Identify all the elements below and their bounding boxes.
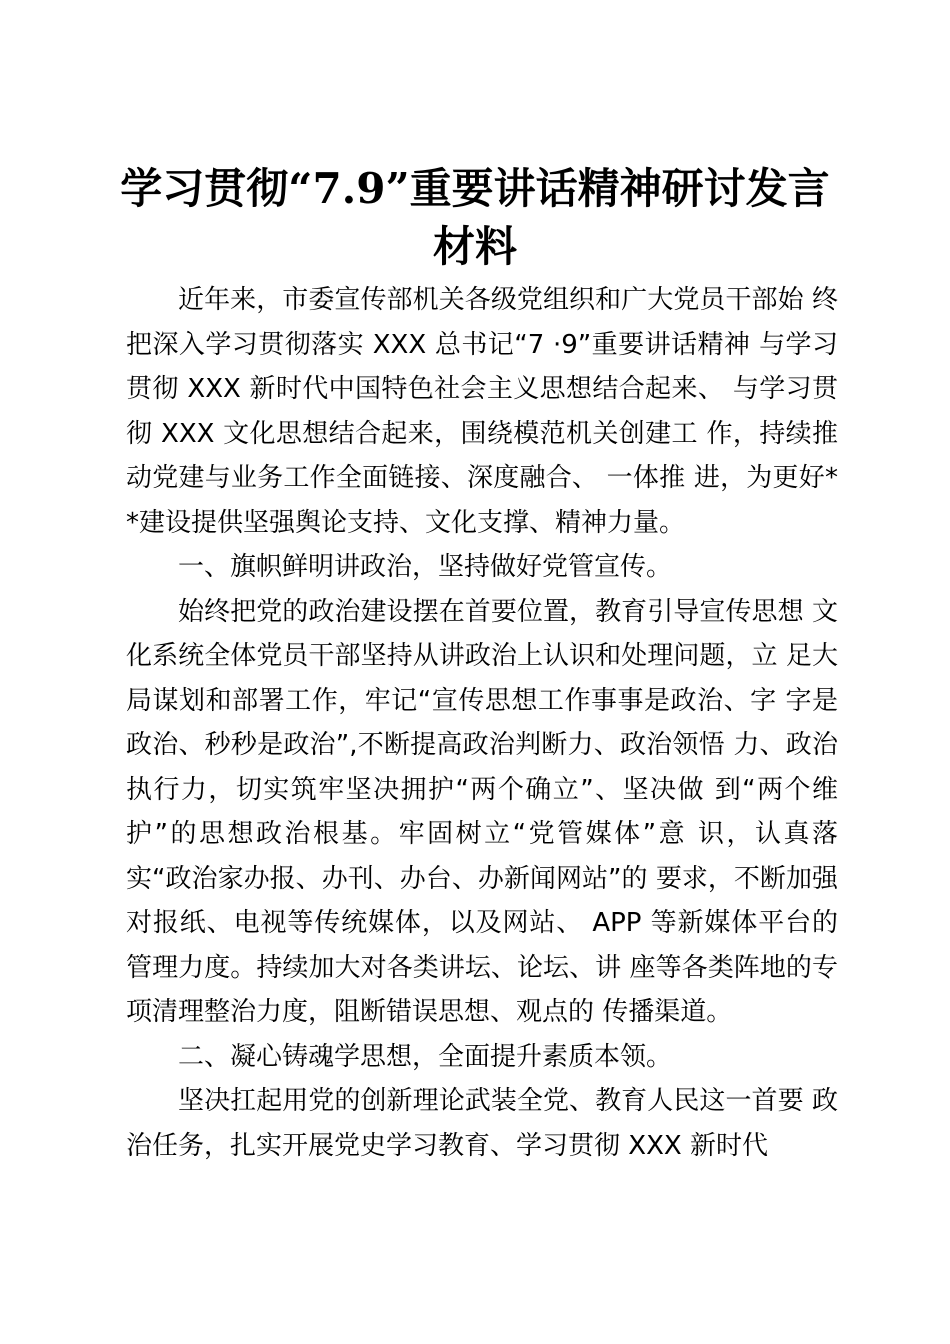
section-1-paragraph: 始终把党的政治建设摆在首要位置，教育引导宣传思想 文化系统全体党员干部坚持从讲政治上认识和处理问题，立 足大局谋划和部署工作，牢记“宣传思想工作事事是政治、字 字是政治、秒秒是政治”,不断提高政治判断力、政治领悟 力、政治执行力，切实筑牢坚决拥护“两个确立”、坚决做 到“两个维护”的思想政治根基。牢固树立“党管媒体”意 识，认真落实“政治家办报、办刊、办台、办新闻网站”的 要求，不断加强对报纸、电视等传统媒体，以及网站、 APP 等新媒体平台的管理力度。持续加大对各类讲坛、论坛、讲 座等各类阵地的专项清理整治力度，阻断错误思想、观点的 传播渠道。	[126, 596, 838, 1027]
document-body	[126, 278, 838, 1168]
document-title: 学习贯彻“7.9”重要讲话精神研讨发言材料	[120, 164, 830, 271]
section-heading-1: 一、旗帜鲜明讲政治，坚持做好党管宣传。	[178, 552, 673, 582]
section-2-paragraph: 坚决扛起用党的创新理论武装全党、教育人民这一首要 政治任务，扎实开展党史学习教育、学习贯彻 XXX 新时代	[126, 1086, 838, 1161]
section-heading-2: 二、凝心铸魂学思想，全面提升素质本领。	[178, 1041, 673, 1072]
intro-paragraph: 近年来，市委宣传部机关各级党组织和广大党员干部始 终把深入学习贯彻落实 XXX 总书记“7 ·9”重要讲话精神 与学习贯彻 XXX 新时代中国特色社会主义思想结合起来、 与学习贯彻 XXX 文化思想结合起来，围绕模范机关创建工 作，持续推动党建与业务工作全面链接、深度融合、 一体推 进，为更好**建设提供坚强舆论支持、文化支撑、精神力量。	[126, 285, 838, 538]
